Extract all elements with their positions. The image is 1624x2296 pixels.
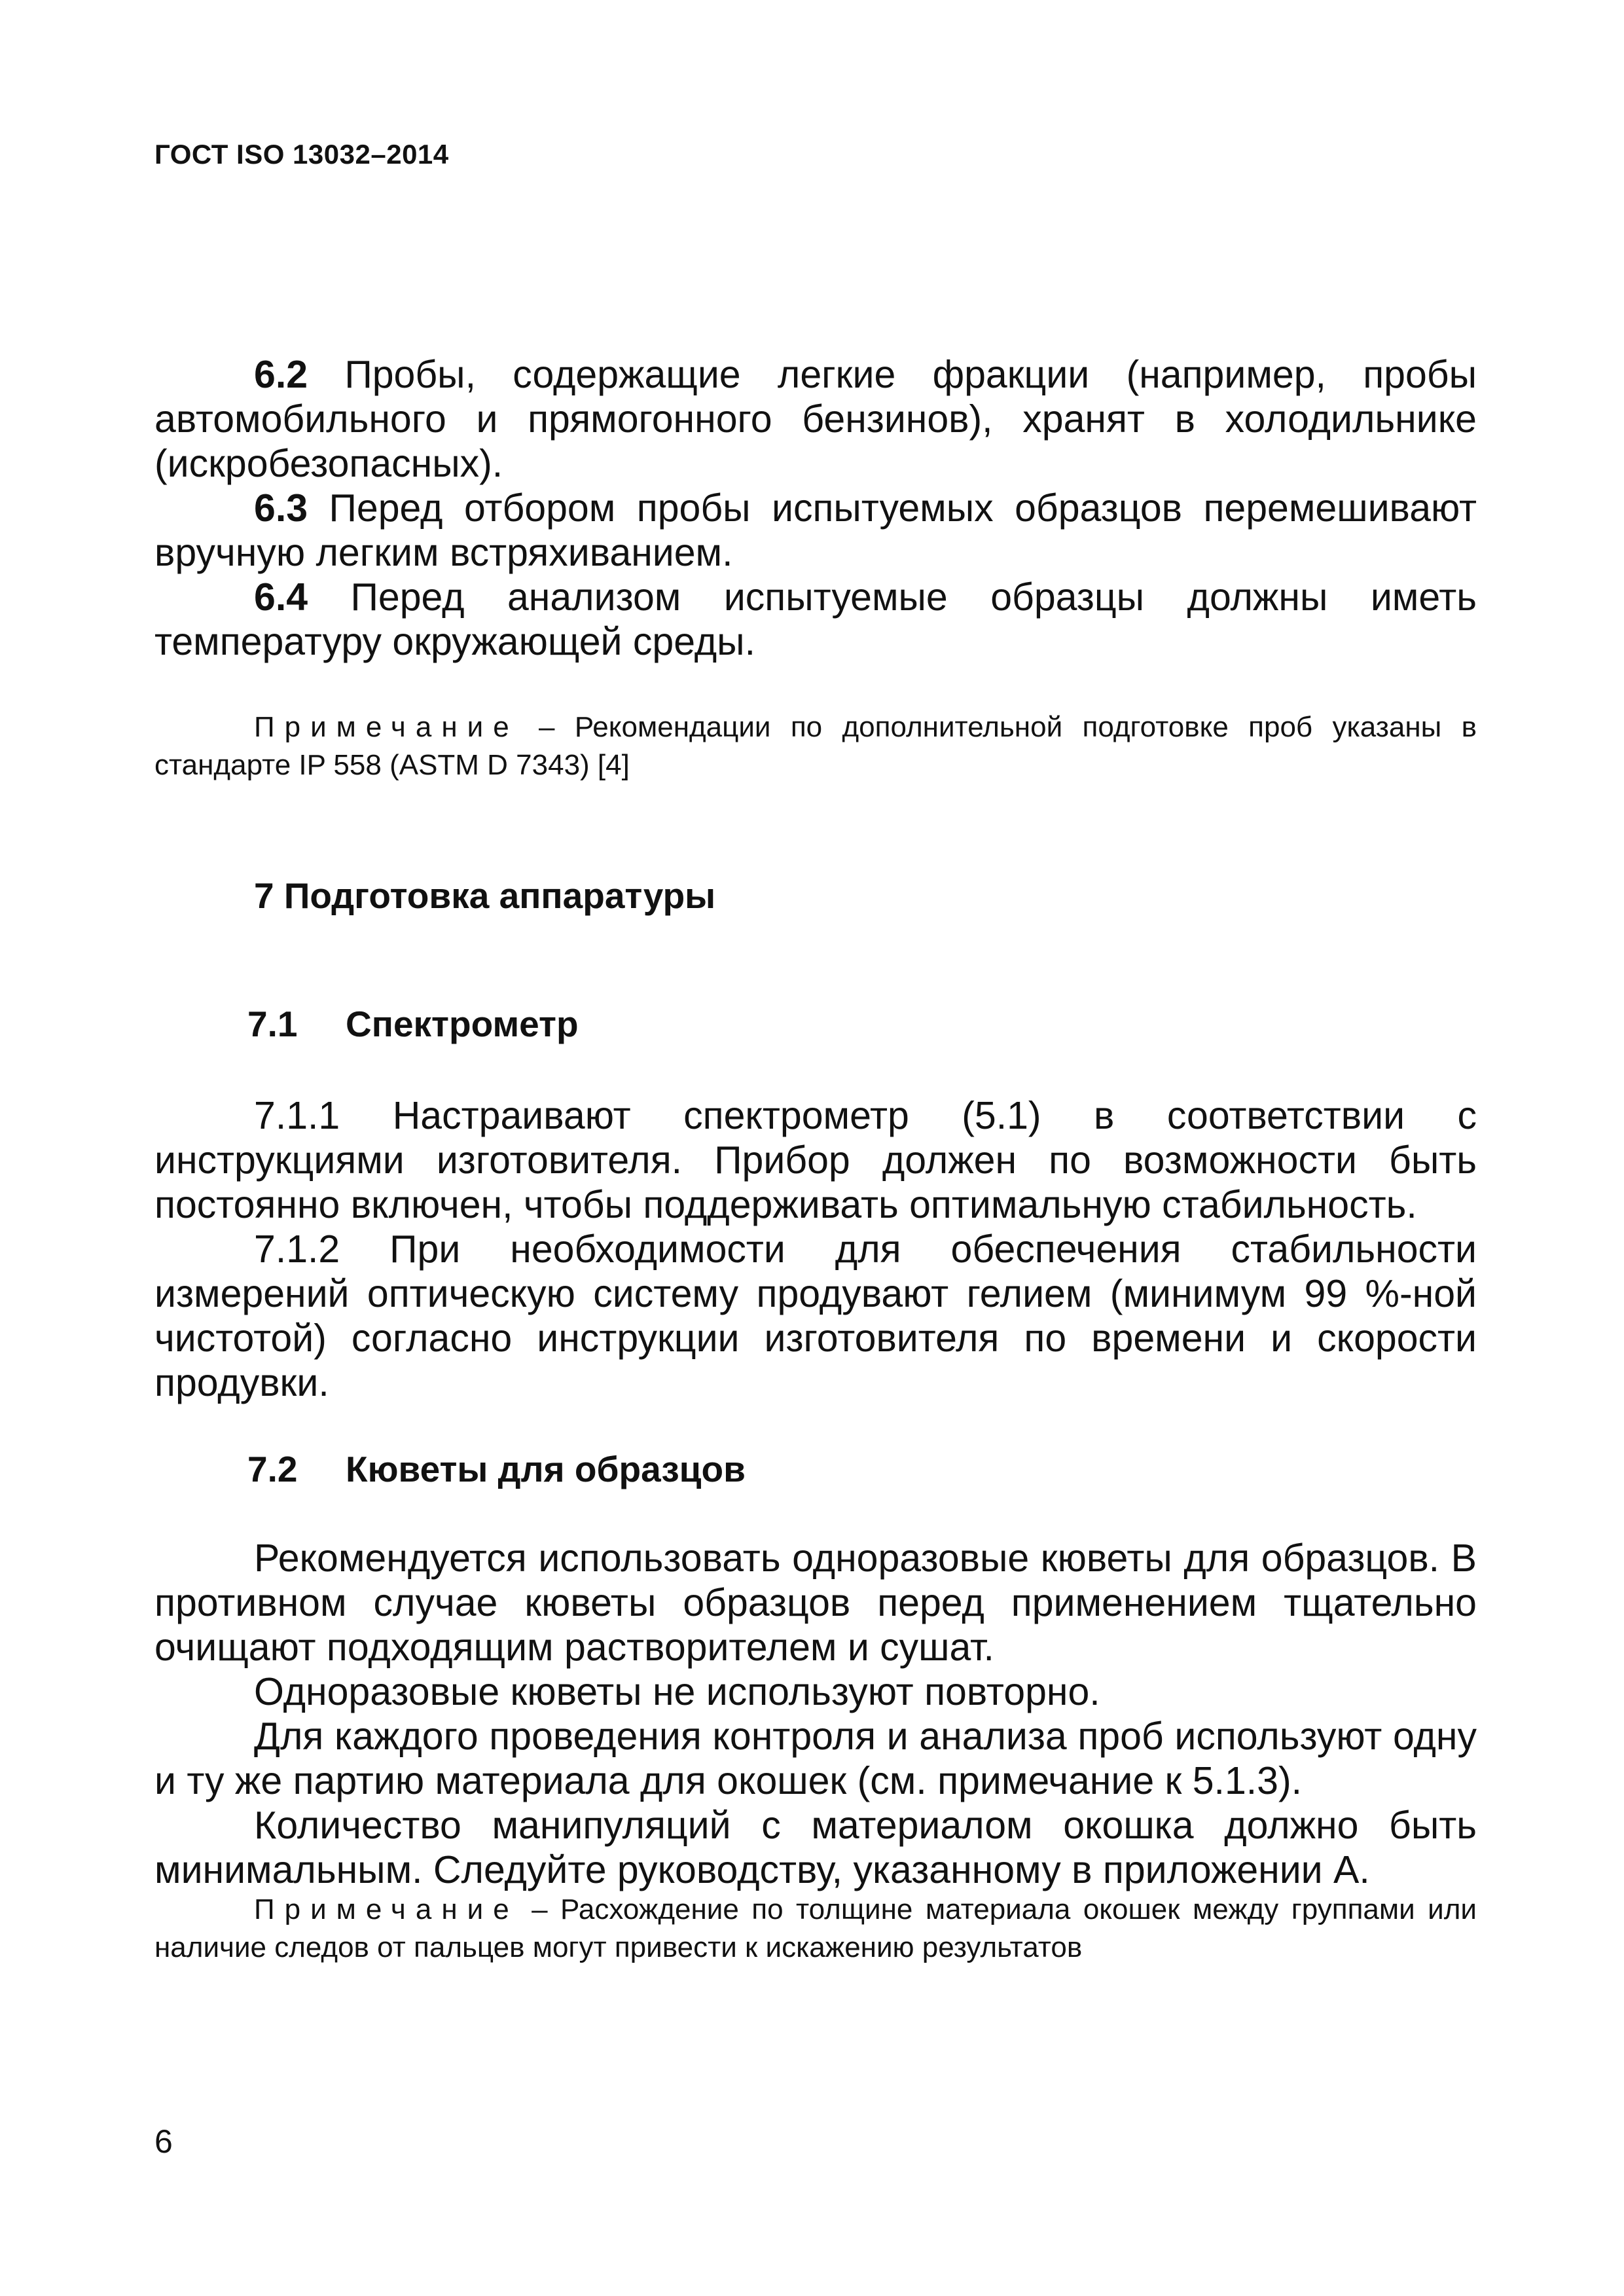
clause-7-2-para-4: Количество манипуляций с материалом окошка должно быть минимальным. Следуйте руководству, указанному в приложении А. [154, 1804, 1477, 1891]
subsection-7-2-number: 7.2 [247, 1449, 298, 1489]
clause-6-4-text: Перед анализом испытуемые образцы должны иметь температуру окружающей среды. [154, 575, 1477, 663]
note-1-text: – Рекомендации по дополнительной подготовке проб указаны в стандарте IP 558 (ASTM D 7343) [4] [154, 711, 1477, 781]
subsection-7-2-text: Кюветы для образцов [346, 1449, 746, 1489]
clause-6-2-number: 6.2 [254, 353, 308, 396]
subsection-7-2-title [247, 1448, 746, 1490]
clause-7-2-para-2: Одноразовые кюветы не используют повторно. [254, 1670, 1100, 1713]
clause-7-2-para-3: Для каждого проведения контроля и анализа проб используют одну и ту же партию материала для окошек (см. примечание к 5.1.3). [154, 1715, 1477, 1802]
clause-6-4 [154, 575, 1477, 664]
clause-7-1-block [154, 1093, 1477, 1405]
clause-6-block [154, 352, 1477, 664]
clause-6-2-text: Пробы, содержащие легкие фракции (например, пробы автомобильного и прямогонного бензинов), хранят в холодильнике (искробезопасных). [154, 353, 1477, 485]
clause-7-1-2: 7.1.2 При необходимости для обеспечения стабильности измерений оптическую систему продувают гелием (минимум 99 %-ной чистотой) согласно инструкции изготовителя по времени и скорости продувки. [154, 1228, 1477, 1404]
clause-6-2 [154, 352, 1477, 486]
note-2-text: – Расхождение по толщине материала окошек между группами или наличие следов от пальцев могут привести к искажению результатов [154, 1893, 1477, 1963]
clause-6-4-number: 6.4 [254, 575, 308, 619]
clause-7-2-block [154, 1536, 1477, 1892]
subsection-7-1-title [247, 1003, 579, 1045]
clause-7-2-para-1: Рекомендуется использовать одноразовые кюветы для образцов. В противном случае кюветы образцов перед применением тщательно очищают подходящим растворителем и сушат. [154, 1537, 1477, 1669]
note-1-label: Примечание [254, 711, 519, 743]
note-2 [154, 1891, 1477, 1967]
note-2-label: Примечание [254, 1893, 519, 1925]
clause-6-3 [154, 486, 1477, 575]
section-7-title: 7 Подготовка аппаратуры [254, 875, 716, 916]
clause-6-3-text: Перед отбором пробы испытуемых образцов перемешивают вручную легким встряхиванием. [154, 486, 1477, 574]
clause-6-3-number: 6.3 [254, 486, 308, 530]
clause-7-1-1: 7.1.1 Настраивают спектрометр (5.1) в соответствии с инструкциями изготовителя. Прибор должен по возможности быть постоянно включен, чтобы поддерживать оптимальную стабильность. [154, 1094, 1477, 1226]
subsection-7-1-text: Спектрометр [346, 1004, 579, 1044]
subsection-7-1-number: 7.1 [247, 1004, 298, 1044]
note-1 [154, 708, 1477, 784]
document-header: ГОСТ ISO 13032–2014 [154, 139, 449, 170]
page-number: 6 [154, 2123, 173, 2160]
